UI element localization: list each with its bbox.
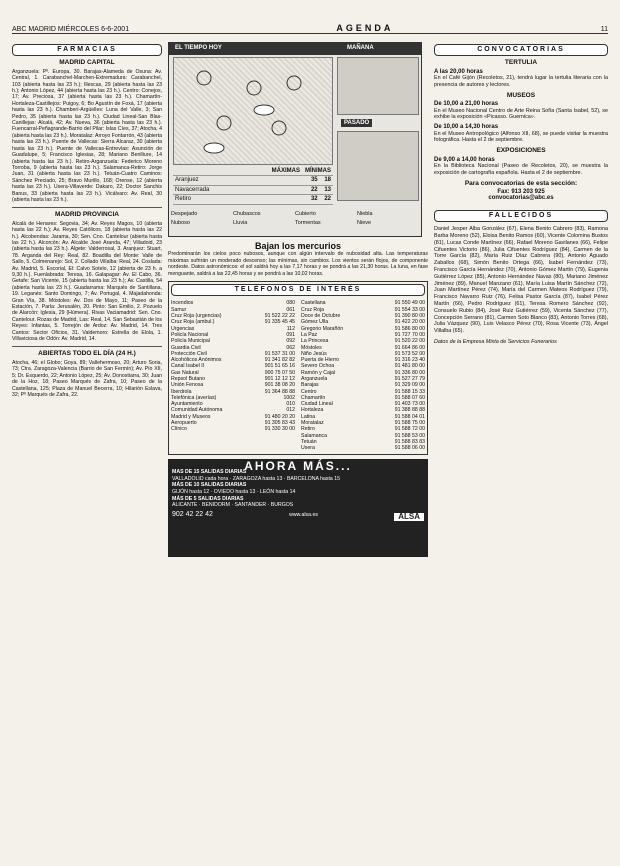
phone-name: Comunidad Autónoma [171, 407, 223, 414]
section-title: AGENDA [336, 23, 394, 33]
col-max: MÁXIMAS [271, 168, 300, 174]
legend-item: Cubierto [295, 211, 316, 217]
phone-number: 1002 [283, 394, 295, 401]
phone-name: Móstoles [301, 344, 322, 351]
temperature-row [173, 186, 333, 195]
phone-name: La Princesa [301, 338, 329, 345]
phone-number: 91 422 20 00 [394, 319, 425, 326]
phone-number: 012 [286, 407, 295, 414]
legend-item: Nuboso [171, 220, 190, 227]
fallecidos-heading: FALLECIDOS [434, 210, 608, 222]
phone-name: Alcohólicos Anónimos [171, 357, 222, 364]
phone-number: 112 [286, 325, 295, 332]
sun-icon [197, 71, 211, 85]
phone-number: 91 364 88 88 [264, 388, 295, 395]
sun-icon [217, 116, 231, 130]
phone-number: 91 335 45 45 [264, 319, 295, 326]
phone-name: Ramón y Cajal [301, 369, 336, 376]
phone-name: Urgencias [171, 325, 195, 332]
phone-number: 901 38 08 20 [264, 382, 295, 389]
phone-name: Incendios [171, 300, 194, 307]
phones-right [301, 300, 425, 451]
phone-number: 91 388 88 88 [394, 407, 425, 414]
sun-icon [287, 76, 301, 90]
provincia-list: Alcalá de Henares: Segovia, 34; Av. Reyes Magos, 10 (abierta hasta las 22 h.); Av. Reyes Católicos, 18 (abierta hasta las 22 h.). Alcobendas: Jarama, 30; Sen. Cno. Cantelour (abierta hasta las 22 h.). Alcorcón: Av. Alcalde José Aranda, 47; Villadoid, 23 (abierta hasta las 23 h.). Algete: Valderrosal, 3. Aranjuez: Stuart, 78. Arganda del Rey: Real, 82. Boadilla del Monte: Valle de Sallo, 5. Colmenarejo: Sol, 2. Collado Villalba: Real, 24. Coslada: Av. Madrid, 5. Escorial, El: Calvo Sotelo, 12 (abierta de 23 h. a 9,30 h.). Fuenlabrada: Teresa, 16. Galapagar: Av. El Cabo, 36. Getafe: San Vicente, 15 (abierta hasta las 23 h.); Av. Castilla, 54 (abierta hasta las 23 h.). Guadarrama: Marqués de Santillana, 19. Leganés: Santo Domingo, 7; Av. Portugal, 4. Majadahonda: Gran Vía, 38. Móstoles: Av. Dos de Mayo, 11; Paseo de la Estación, 7. Parla: Jerusalén, 20. Pinto: San Emilio, 2. Pozuelo de Alarcón: Iglesia, 29 (Húmera). Rivas Vaciamadrid: Sen. Cno. Cantelour. Rozas de Madrid, Las: Real, 14. San Sebastián de los Reyes: Infantas, 5. Torrejón de Ardoz: Av. Madrid, 14. Tres Cantos: Sector Oficios, 31. Valdemoro: Estrella de Elola, 1. Villaviciosa de Odón: Av. Madrid, 14. [12, 220, 162, 343]
phone-number: 91 522 22 22 [264, 313, 295, 320]
convocatoria-time: De 10,00 a 21,00 horas [434, 101, 499, 108]
min: 18 [324, 177, 331, 184]
phone-number: 901 51 65 16 [264, 363, 295, 370]
weather-map [173, 57, 333, 165]
convocatoria-text: En la Biblioteca Nacional (Paseo de Recoletos, 20), se muestra la exposición de cartografía española. Hasta el 2 de septiembre. [434, 163, 608, 176]
header-date: ABC MADRID MIÉRCOLES 6-6-2001 [12, 26, 130, 33]
provincia-heading: MADRID PROVINCIA [55, 211, 119, 219]
legend-item: Niebla [357, 211, 373, 217]
convocatoria-time: De 9,00 a 14,00 horas [434, 156, 495, 163]
phone-number: 91 588 53 00 [394, 432, 425, 439]
middle-column [168, 40, 428, 860]
fallecidos-list: Daniel Jesper Alba González (67), Elena Benito Cabrero (83), Ramona Barba Moreno (52), Eloisa Benito Ramos (60), Vicente Colomina Bustos (81), Lucas Conde Martínez (66), Rafael Moreno Gavilanes (66), Felipe Cifuentes Victorio (86), Julia Cifuentes Rodríguez (84), Carmen de la Torre García (82), María Ruiz Díaz Cabrera (90), Antonio Aguado Zaballos (68), Simón Benito Ortega (66), Isabel Fernández (73), Francisco García Hernández (70), Antonio Gómez Martín (79), Eugenia Gutiérrez López (85), Antonio Hernández Navas (80), Mariano Jiménez Jiménez (89), Manuel Manzano (61), María Luisa Martín Sánchez (72), Juan Martínez Pérez (74), María del Carmen Mateos Rodríguez (79), Francisco Navarro Ruiz (76), Felisa Pastor García (87), Isabel Pérez Martín (66), Pedro Rodríguez (61), Teresa Romero Sánchez (92), Consuelo Rubio (84), José Ruiz Gutiérrez (59), Vicenta Sánchez (77), Concepción Serrano (81), Carmen Soto Blanco (83), Antonio Torres (68), Julia Vázquez (90), Luis Velasco Pérez (70), Rosa Vicente (73), Ángel Villalba (65). [434, 226, 608, 335]
page-header [12, 20, 608, 34]
phone-name: Policía Municipal [171, 338, 210, 345]
max: 22 [310, 186, 318, 193]
min: 13 [324, 186, 331, 193]
phone-name: Severo Ochoa [301, 363, 335, 370]
convocatoria-text: En el Café Gijón (Recoletos, 21), tendrá lugar la tertulia literaria con la presencia de autores y lectores. [434, 75, 608, 89]
phone-name: Latina [301, 413, 316, 420]
convocatorias-list [434, 60, 608, 176]
weather-text: Predominarán los cielos poco nubosos, aunque con algún intervalo de nubosidad alta. Las temperaturas máximas sufrirán un moderado descenso; las mínimas, sin cambios. Los vientos serán flojos, de componente nordeste. Datos astronómicos: el sol saldrá hoy a las 7,17 horas y se pondrá a las 21,30 horas. La luna, en fase menguante, saldrá a las 22,45 horas y se pondrá a las 10,02 horas. [168, 251, 428, 277]
phone-name: Gómez Ulla [301, 319, 329, 326]
phone-name: Samur [171, 306, 187, 313]
capital-heading: MADRID CAPITAL [59, 59, 115, 67]
ad-headline: AHORA MÁS... [244, 458, 352, 473]
phone-name: Cruz Roja (urgencias) [171, 313, 222, 320]
phone-number: 91 330 30 00 [264, 426, 295, 433]
phone-name: Madrid y Museos [171, 413, 211, 420]
phone-number: 91 480 20 20 [264, 413, 295, 420]
sun-icon [247, 81, 261, 95]
col-min: MÍNIMAS [305, 168, 331, 174]
legend-item: Despejado [171, 211, 198, 217]
phone-number: 91 588 75 00 [394, 420, 425, 427]
farmacias-column [12, 40, 162, 860]
divider [12, 207, 162, 208]
ad-subline: MAS DE 15 SALIDAS DIARIAS [172, 469, 247, 476]
phone-name: Chamartín [301, 394, 326, 401]
convocatorias-heading: CONVOCATORIAS [434, 44, 608, 56]
convocatoria-time: A las 20,00 horas [434, 68, 483, 75]
phone-name: Hortaleza [301, 407, 324, 414]
phone-name: Ciudad Lineal [301, 401, 333, 408]
temperature-header [173, 167, 333, 176]
phone-number: 080 [286, 300, 295, 307]
phone-name: Policía Nacional [171, 331, 209, 338]
phone-number: 91 588 83 83 [394, 438, 425, 445]
convocatoria-text: En el Museo Nacional Centro de Arte Reina Sofía (Santa Isabel, 52), se exhibe la exposición «Picasso. Guernica». [434, 107, 608, 121]
phone-number: 91 403 73 00 [394, 401, 425, 408]
phone-number: 901 12 12 12 [264, 376, 295, 382]
abiertas-heading: ABIERTAS TODO EL DÍA (24 H.) [38, 350, 136, 358]
city: Navacerrada [175, 186, 210, 193]
phone-number: 91 336 80 00 [394, 369, 425, 376]
phone-name: Doce de Octubre [301, 313, 341, 320]
phones-heading: TELÉFONOS DE INTERÉS [171, 284, 425, 296]
phone-name: La Paz [301, 331, 318, 338]
right-column [434, 40, 608, 860]
page-number: 11 [600, 26, 608, 33]
phone-name: Gas Natural [171, 369, 199, 376]
phone-name: Cruz Roja (ambul.) [171, 319, 215, 326]
ad-line: ALICANTE · BENIDORM · SANTANDER · BURGOS [172, 502, 294, 509]
weather-legend [171, 211, 421, 230]
weather-tomorrow: MAÑANA [347, 45, 374, 51]
phone-name: Castellana [301, 300, 326, 307]
phone-number: 91 586 80 00 [394, 325, 425, 332]
weather-title: EL TIEMPO HOY [175, 45, 222, 51]
phone-number: 91 588 07 60 [394, 394, 425, 401]
divider [12, 346, 162, 347]
phone-number: 091 [286, 331, 295, 338]
phone-name: Retiro [301, 426, 315, 433]
phones-left [171, 300, 295, 451]
max: 32 [310, 196, 318, 203]
phone-name: Iberdrola [171, 388, 192, 395]
temperature-table [173, 167, 333, 205]
temperature-row [173, 176, 333, 185]
email-link[interactable]: convocatorias@abc.es [488, 195, 554, 202]
abiertas-list: Atocha, 46; el Globo; Goya, 89; Vallehermoso, 20; Arturo Soria, 73; Ctra. Zaragoza-Valencia (Barrio de San Fermín); Av. Pío XII, 5; Dr. Esquerdo, 22; Antonio López, 25; Av. Donostiarra, 30; Juan de la Hoz, 18; Paseo Marqués de Zafra, 10; Paseo de la Castellana, 125; Plaza de Manuel Becerra, 10; Hilarión Eslava, 32; Pº Marqués de Zafra, 22. [12, 359, 162, 398]
phone-name: Canal Isabel II [171, 363, 205, 370]
convocatoria-heading: MUSEOS [506, 91, 536, 99]
phone-number: 91 341 82 82 [264, 357, 295, 364]
legend-item: Nieve [357, 220, 372, 227]
phone-number: 91 727 70 00 [394, 331, 425, 338]
phone-number: 91 527 27 79 [394, 376, 425, 382]
phone-number: 91 588 72 00 [394, 426, 425, 433]
phone-row [171, 426, 295, 432]
phone-number: 91 390 80 00 [394, 313, 425, 320]
phone-name: Repsol Butano [171, 376, 206, 382]
phone-name: Gregorio Marañón [301, 325, 344, 332]
phone-number: 91 588 06 00 [394, 445, 425, 452]
ad-line: VALLADOLID cada hora · ZARAGOZA hasta 13 · BARCELONA hasta 15 [172, 475, 340, 482]
legend-item: Chubascos [233, 211, 261, 217]
phone-row [301, 445, 425, 451]
phone-name: Moratalaz [301, 420, 324, 427]
phone-name: Ayuntamiento [171, 401, 203, 408]
convocatoria-heading: EXPOSICIONES [496, 147, 546, 155]
phone-name: Tetuán [301, 438, 317, 445]
alsa-ad[interactable] [168, 459, 428, 557]
weather-icons [174, 58, 334, 166]
farmacias-heading: FARMACIAS [12, 44, 162, 56]
phone-name: Niño Jesús [301, 350, 327, 357]
phone-number: 91 588 15 33 [394, 388, 425, 395]
phone-number: 91 550 49 00 [394, 300, 425, 307]
phone-number: 010 [286, 401, 295, 408]
weather-after-tomorrow: PASADO [341, 119, 372, 127]
phone-number: 91 588 04 01 [394, 413, 425, 420]
phones-grid [171, 300, 425, 451]
alsa-logo: ALSA [394, 513, 424, 522]
phone-number: 91 554 33 00 [394, 306, 425, 313]
temperature-row [173, 195, 333, 204]
phone-number: 91 664 86 00 [394, 344, 425, 351]
phone-number: 91 305 83 43 [264, 420, 295, 427]
phone-name: Telefónica (averías) [171, 394, 217, 401]
phone-number: 91 537 31 00 [264, 350, 295, 357]
cloud-icon [254, 105, 274, 115]
phone-name: Clínico [171, 426, 187, 433]
phone-name: Cruz Roja [301, 306, 325, 313]
legend-item: Tormentas [295, 220, 321, 227]
convocatoria-time: De 10,00 a 14,30 horas [434, 124, 499, 131]
phone-number: 91 481 80 00 [394, 363, 425, 370]
legend-item: Lluvia [233, 220, 248, 227]
phones-box [168, 281, 428, 455]
phone-name: Puerta de Hierro [301, 357, 340, 364]
phone-name: Usera [301, 445, 315, 452]
phone-number: 061 [286, 306, 295, 313]
footer-note: Datos de la Empresa Mixta de Servicios Funerarios [434, 339, 557, 345]
phone-name: Unión Fenosa [171, 382, 204, 389]
after-tomorrow-panel [337, 131, 419, 201]
phone-name: Centro [301, 388, 317, 395]
phone-number: 91 520 22 00 [394, 338, 425, 345]
weather-headline: Bajan los mercurios [254, 241, 342, 251]
cloud-icon [204, 143, 224, 153]
ad-line: MÁS DE 10 SALIDAS DIARIAS [172, 482, 247, 489]
ad-line: MÁS DE 5 SALIDAS DIARIAS [172, 495, 244, 502]
weather-box [168, 42, 422, 237]
contact-label: Para convocatorias de esta sección: [464, 179, 578, 187]
convocatoria-text: En el Museo Antropológico (Alfonso XII, 68), se puede visitar la muestra fotográfica. Hasta el 2 de septiembre. [434, 130, 608, 144]
phone-number: 092 [286, 338, 295, 345]
max: 35 [310, 177, 318, 184]
tomorrow-panel [337, 57, 419, 115]
phone-name: Guardia Civil [171, 344, 201, 351]
city: Aranjuez [175, 177, 199, 184]
min: 22 [324, 196, 331, 203]
phone-name: Arganzuela [301, 376, 328, 382]
capital-list: Arganzuela: Pº. Europa, 30. Barajas-Alameda de Osuna: Av. Central, 1. Carabanchel-Marchen-Extremadura: Carabanchel, 103 (abierta hasta las 23 h.); Illescas, 29 (abierta hasta las 23 h.); Antonio López, 44 (abierta hasta las 23 h.). Centro: Conejos, 17; Av. Preciosa, 37 (abierta hasta las 23 h.). Chamartín-Hortaleza-Castillejos: Puigoy, 6; Bo Agustín de Foxá, 17 (abierta hasta las 23 h.). Chamberí-Argüelles: Luna del Valle, 3; San Pedro, 35 (abierta hasta las 23 h.). Ciudad Lineal-San Blas-Canillejas: Alcalá, 42; Av. Nueva, 36 (abierta hasta las 23 h.). Fuencarral-Peñagrande-Barrio del Pilar: Islas Cíes, 37; Atocha, 4 (abierta hasta las 23 h.). Moratalaz: Arroyo Fontarrón, 43 (abierta hasta las 23 h.). Puente de Vallecas: Sierra Alcaraz, 30 (abierta hasta las 23 h.). Puente de Vallecas-Entrevías: Asunción de Guadalupe, 5; Francisco Iglesias, 28; Mariano Benlliure, 14 (abierta hasta las 23 h.). Retiro-Arganzuela: Federico Moreno Torroba, 9 (abierta hasta las 23 h.). Salamanca-Retiro: Jorge Juan, 31 (abierta hasta las 23 h.). Tetuán-Cuatro Caminos: Sánchez Preciado, 25; Bravo Murillo, 168; Orense, 12 (abierta hasta las 23 h.). Usera-Villaverde: Dakaro, 22; Doctor Sanchis Banus, 33 (abierta hasta las 23 h.). Vicálvaro: Av. Real, 30 (abierta hasta las 23 h.). [12, 68, 162, 203]
phone-name: Barajas [301, 382, 319, 389]
phone-name: Salamanca [301, 432, 327, 439]
phone-number: 062 [286, 344, 295, 351]
sun-icon [272, 121, 286, 135]
phone-number: 91 573 52 00 [394, 350, 425, 357]
phone-number: 91 316 23 40 [394, 357, 425, 364]
fax-number: Fax: 913 203 925 [497, 189, 545, 196]
phone-number: 900 75 07 50 [264, 369, 295, 376]
phone-number: 91 329 09 00 [394, 382, 425, 389]
phone-name: Protección Civil [171, 350, 207, 357]
ad-phone[interactable]: 902 42 22 42 [172, 510, 213, 518]
city: Retiro [175, 196, 192, 203]
convocatoria-heading: TERTULIA [504, 59, 538, 67]
ad-web[interactable]: www.alsa.es [289, 511, 318, 518]
phone-name: Aeropuerto [171, 420, 197, 427]
ad-line: GIJÓN hasta 12 · OVIEDO hasta 13 · LEÓN hasta 14 [172, 488, 296, 495]
